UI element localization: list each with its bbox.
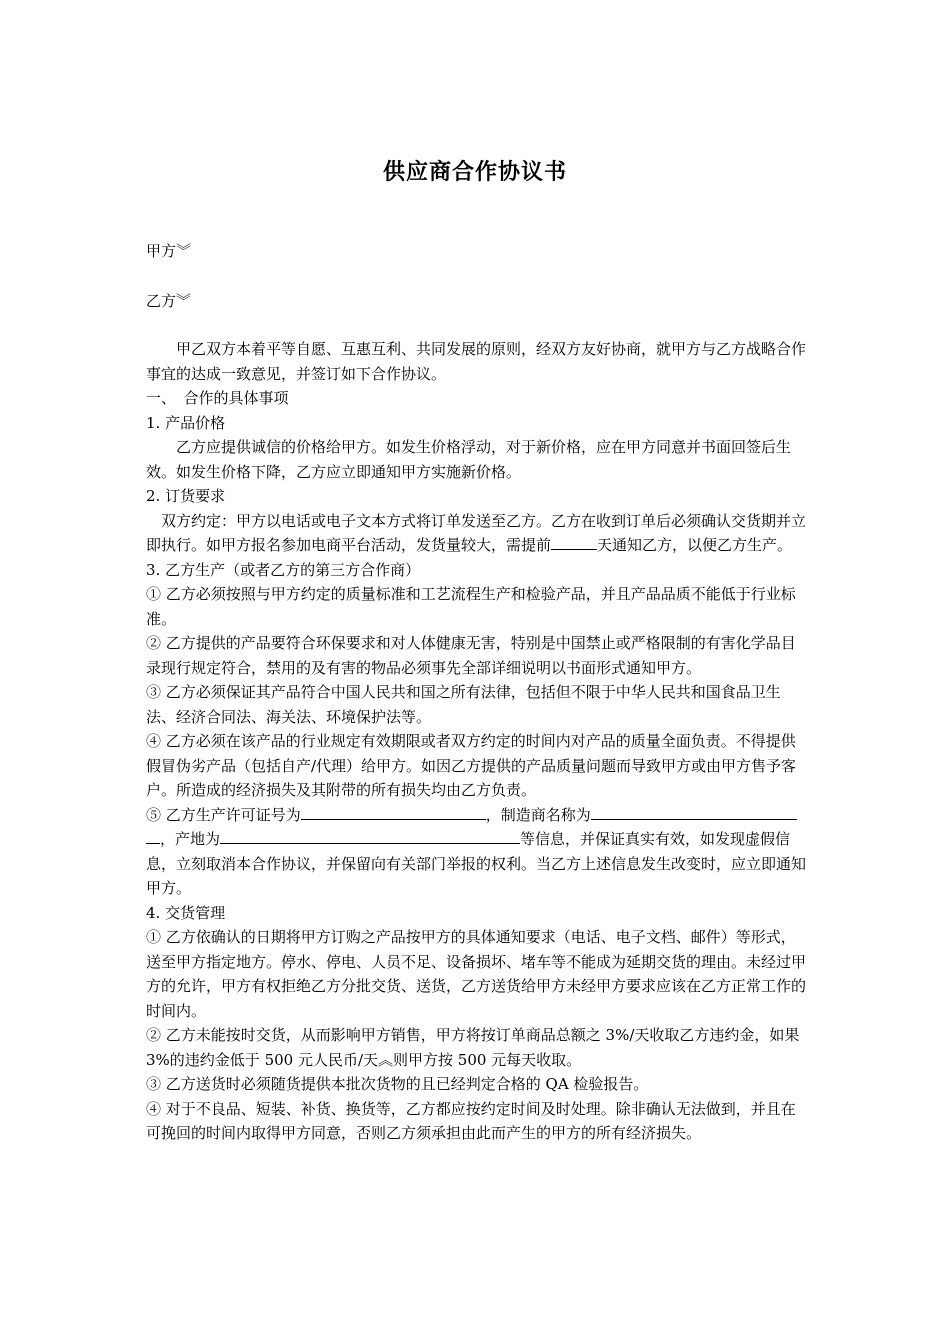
manufacturer-label: ，制造商名称为 [485,805,591,824]
delivery-item-4: ④ 对于不良品、短装、补货、换货等，乙方都应按约定时间及时处理。除非确认无法做到，并且在可挽回的时间内取得甲方同意，否则乙方须承担由此而产生的甲方的所有经济损失。 [146,1099,796,1142]
license-number-blank[interactable] [301,805,486,820]
party-a-label: 甲方︾ [146,242,192,260]
order-text-part2: 天通知乙方，以便乙方生产。 [597,536,793,554]
delivery-item-3: ③ 乙方送货时必须随货提供本批次货物的且已经判定合格的 QA 检验报告。 [146,1075,649,1093]
license-label: ⑤ 乙方生产许可证号为 [146,805,301,824]
clause-heading-production: 3. 乙方生产（或者乙方的第三方合作商） [146,560,421,579]
intro-paragraph: 甲乙双方本着平等自愿、互惠互利、共同发展的原则，经双方友好协商，就甲方与乙方战略合作事宜的达成一致意见，并签订如下合作协议。 [146,340,807,383]
production-item-5-rest: 等信息，并保证真实有效，如发现虚假信息，立刻取消本合作协议，并保留向有关部门举报的权利。当乙方上述信息发生改变时，应立即通知甲方。 [146,830,807,897]
manufacturer-name-blank[interactable] [591,805,797,820]
document-title: 供应商合作协议书 [382,160,567,185]
origin-blank[interactable] [220,829,520,844]
origin-label: ，产地为 [160,830,221,848]
production-item-2: ② 乙方提供的产品要符合环保要求和对人体健康无害，特别是中国禁止或严格限制的有害化学品目录现行规定符合，禁用的及有害的物品必须事先全部详细说明以书面形式通知甲方。 [146,634,796,677]
notice-days-blank[interactable] [551,535,597,550]
party-b-label: 乙方︾ [146,292,192,310]
clause-order-text [146,509,810,558]
delivery-item-1: ① 乙方依确认的日期将甲方订购之产品按甲方的具体通知要求（电话、电子文档、邮件）等形式，送至甲方指定地方。停水、停电、人员不足、设备损坏、堵车等不能成为延期交货的理由。未经过甲方的允许，甲方有权拒绝乙方分批交货、送货，乙方送货给甲方未经甲方要求应该在乙方正常工作的时间内。 [146,928,807,1020]
agreement-body [146,337,810,1146]
clause-heading-order: 2. 订货要求 [146,487,226,505]
clause-heading-delivery: 4. 交货管理 [146,903,226,922]
production-item-3: ③ 乙方必须保证其产品符合中国人民共和国之所有法律，包括但不限于中华人民共和国食品卫生法、经济合同法、海关法、环境保护法等。 [146,683,781,726]
production-item-4: ④ 乙方必须在该产品的行业规定有效期限或者双方约定的时间内对产品的质量全面负责。不得提供假冒伪劣产品（包括自产/代理）给甲方。如因乙方提供的产品质量问题而导致甲方或由甲方售予客户。所造成的经济损失及其附带的所有损失均由乙方负责。 [146,732,797,799]
clause-price-text: 乙方应提供诚信的价格给甲方。如发生价格浮动，对于新价格，应在甲方同意并书面回签后生效。如发生价格下降，乙方应立即通知甲方实施新价格。 [146,438,792,481]
manufacturer-name-blank-cont[interactable] [146,829,160,844]
section-heading-1: 一、 合作的具体事项 [146,389,289,407]
production-item-1: ① 乙方必须按照与甲方约定的质量标准和工艺流程生产和检验产品，并且产品品质不能低于行业标准。 [146,585,796,628]
clause-heading-price: 1. 产品价格 [146,413,226,432]
production-item-5 [146,803,810,901]
order-text-part1: 双方约定：甲方以电话或电子文本方式将订单发送至乙方。乙方在收到订单后必须确认交货期并立即执行。如甲方报名参加电商平台活动，发货量较大，需提前 [146,511,807,554]
delivery-item-2: ② 乙方未能按时交货，从而影响甲方销售，甲方将按订单商品总额之 3%/天收取乙方违约金，如果 3%的违约金低于 500 元人民币/天︽则甲方按 500 元每天收取。 [146,1026,800,1069]
